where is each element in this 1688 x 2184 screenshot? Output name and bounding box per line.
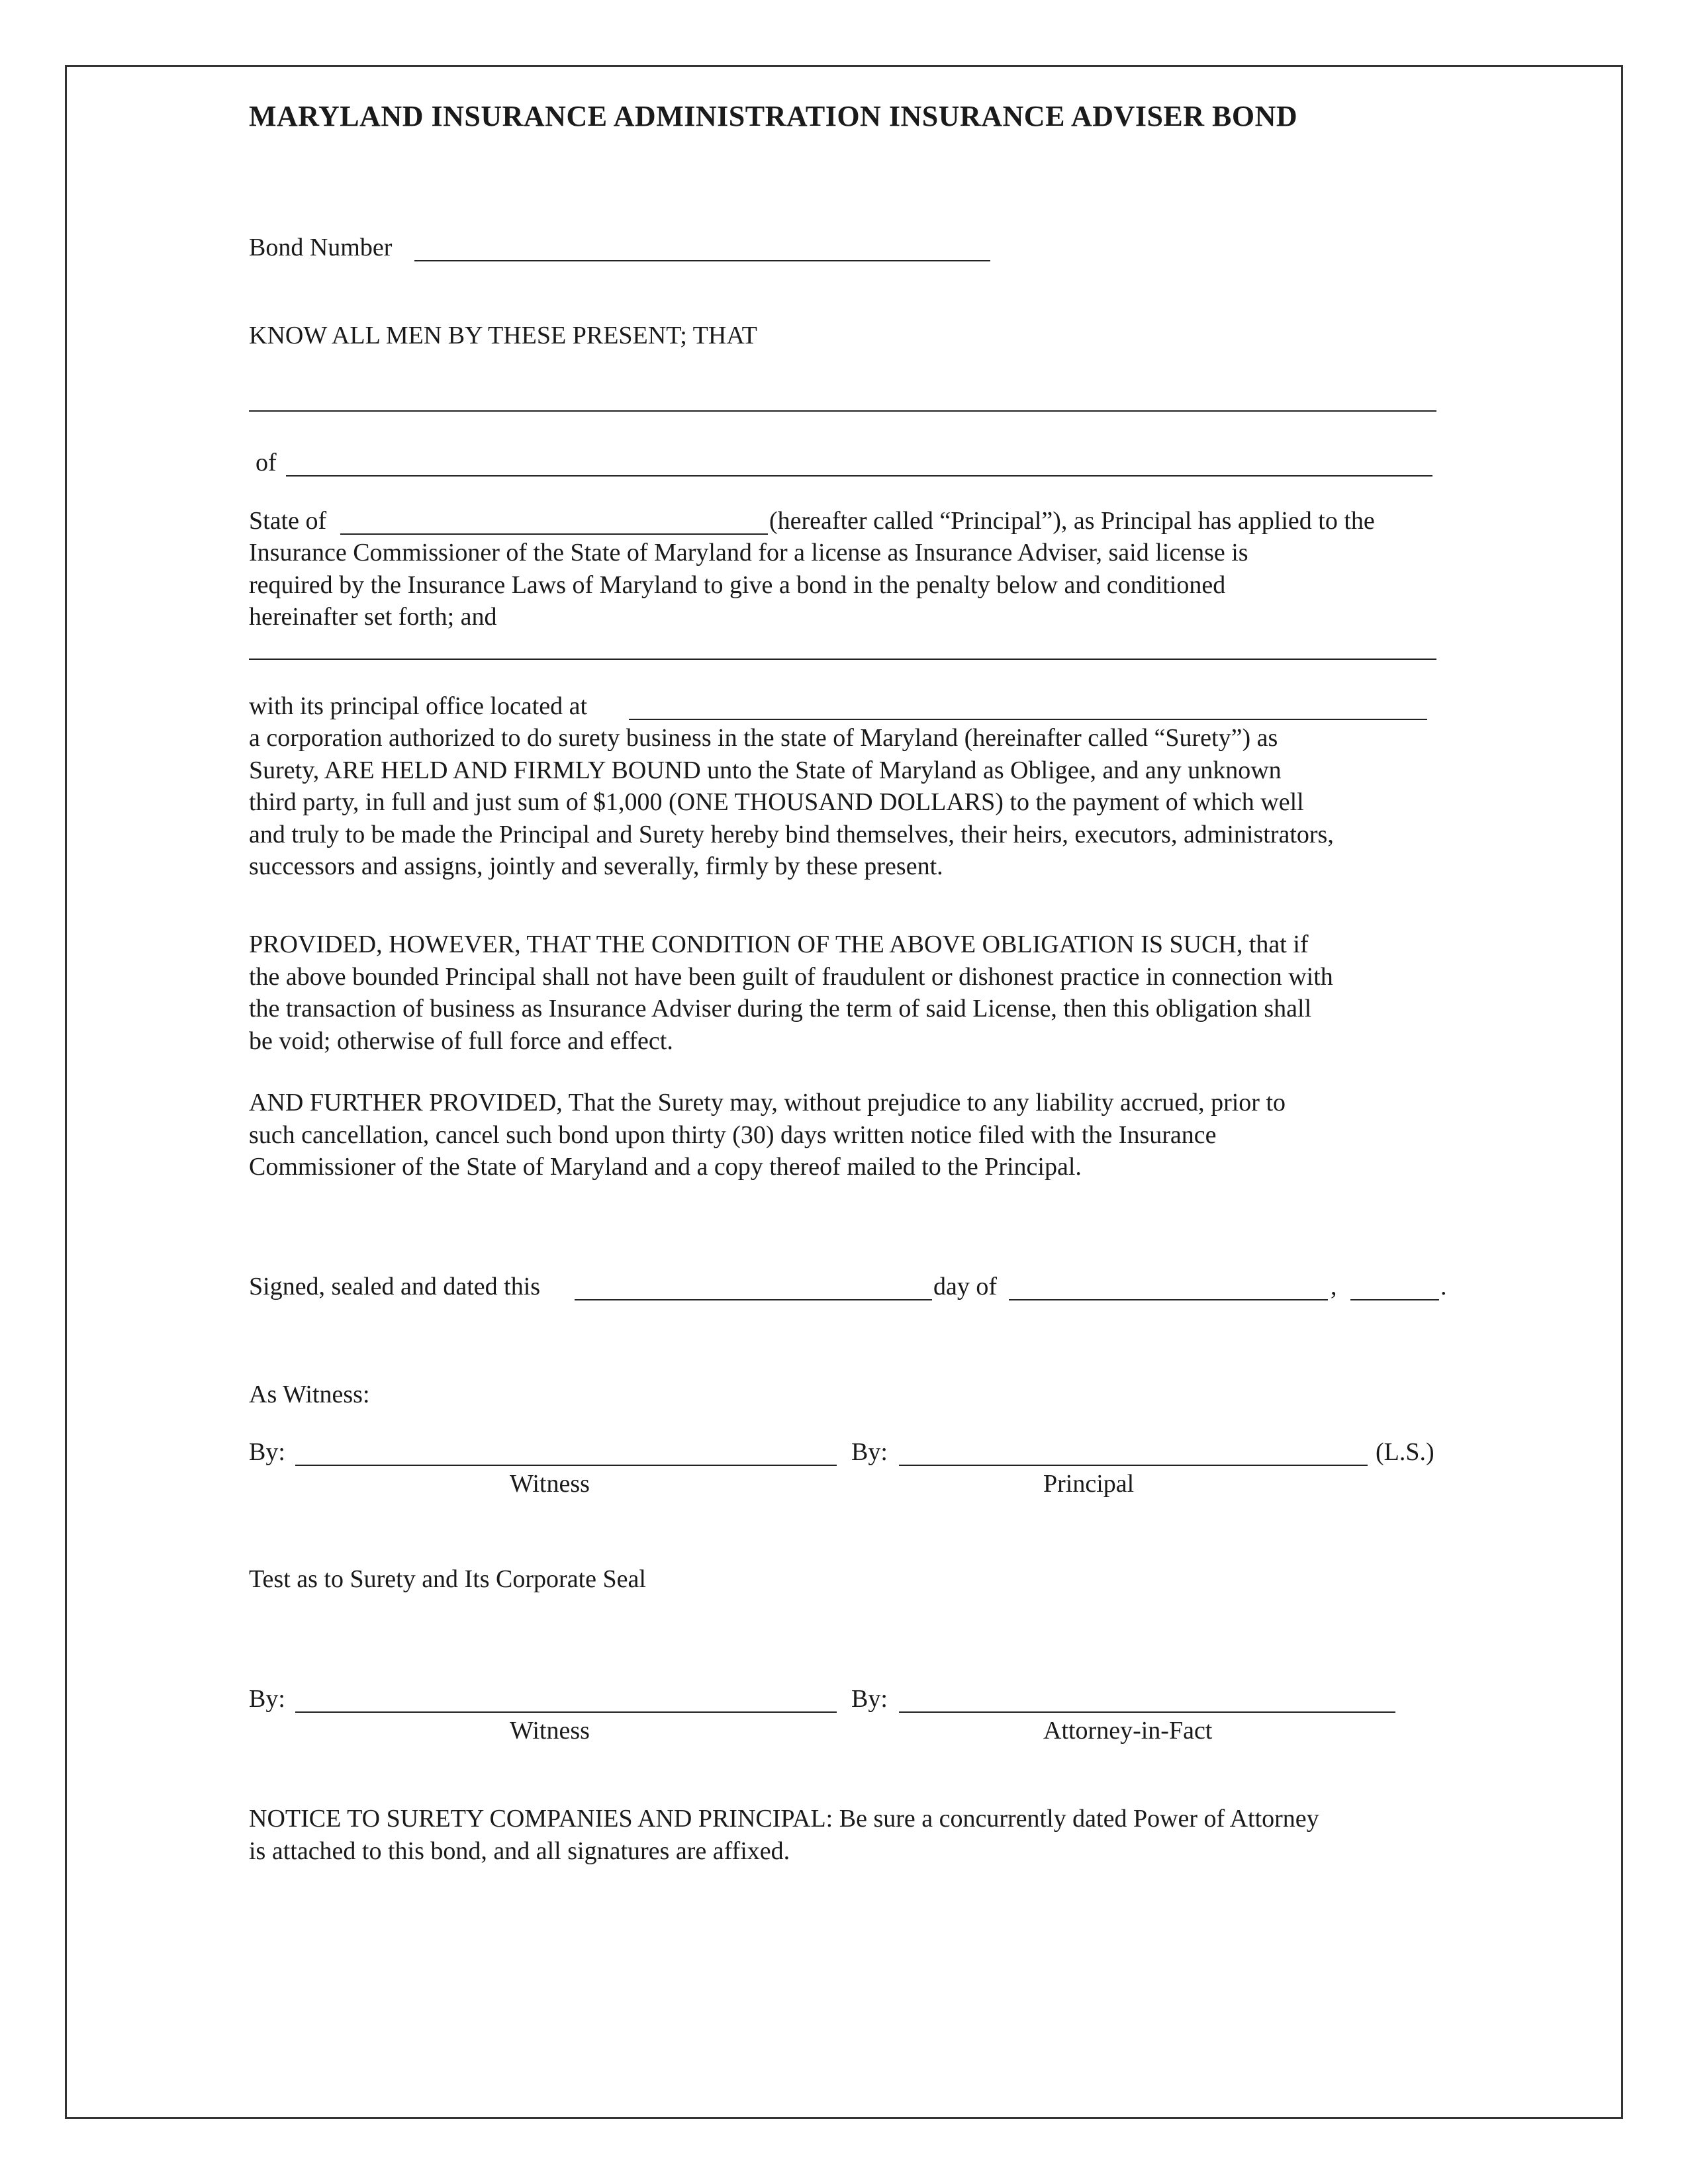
by-label-witness-2: By: bbox=[249, 1685, 285, 1713]
by-label-witness-1: By: bbox=[249, 1438, 285, 1466]
test-as-to-surety-label: Test as to Surety and Its Corporate Seal bbox=[249, 1565, 646, 1593]
of-label: of bbox=[256, 449, 277, 477]
provided-paragraph-line2: the above bounded Principal shall not have been guilt of fraudulent or dishonest practice in connection with bbox=[249, 962, 1333, 991]
principal-caption: Principal bbox=[1043, 1470, 1135, 1498]
principal-address-field[interactable] bbox=[286, 475, 1432, 477]
attorney-in-fact-caption: Attorney-in-Fact bbox=[1043, 1717, 1213, 1745]
principal-paragraph-line2: Insurance Commissioner of the State of Maryland for a license as Insurance Adviser, said license is bbox=[249, 539, 1248, 567]
attorney-signature-field[interactable] bbox=[899, 1711, 1395, 1713]
witness-signature-field-1[interactable] bbox=[295, 1465, 837, 1466]
day-of-label: day of bbox=[933, 1273, 998, 1300]
principal-signature-field[interactable] bbox=[899, 1465, 1368, 1466]
provided-paragraph-line3: the transaction of business as Insurance Adviser during the term of said License, then this obligation shall bbox=[249, 995, 1312, 1023]
witness-signature-field-2[interactable] bbox=[295, 1711, 837, 1713]
principal-name-field[interactable] bbox=[249, 410, 1436, 412]
surety-paragraph-line3: Surety, ARE HELD AND FIRMLY BOUND unto the State of Maryland as Obligee, and any unknown bbox=[249, 756, 1282, 784]
surety-paragraph-line4: third party, in full and just sum of $1,000 (ONE THOUSAND DOLLARS) to the payment of which well bbox=[249, 788, 1304, 816]
principal-paragraph-line3: required by the Insurance Laws of Maryland to give a bond in the penalty below and conditioned bbox=[249, 570, 1226, 599]
provided-paragraph-line1: PROVIDED, HOWEVER, THAT THE CONDITION OF THE ABOVE OBLIGATION IS SUCH, that if bbox=[249, 931, 1309, 958]
surety-paragraph-line6: successors and assigns, jointly and severally, firmly by these present. bbox=[249, 852, 943, 880]
provided-paragraph-line4: be void; otherwise of full force and effect. bbox=[249, 1026, 673, 1055]
witness-caption-1: Witness bbox=[510, 1470, 590, 1498]
notice-line2: is attached to this bond, and all signatures are affixed. bbox=[249, 1837, 790, 1865]
bond-number-field[interactable] bbox=[414, 260, 990, 261]
surety-paragraph-line1: with its principal office located at bbox=[249, 692, 588, 720]
further-provided-paragraph bbox=[249, 1087, 1286, 1183]
state-of-label: State of bbox=[249, 507, 327, 535]
state-field[interactable] bbox=[340, 533, 768, 535]
further-paragraph-line3: Commissioner of the State of Maryland and a copy thereof mailed to the Principal. bbox=[249, 1153, 1082, 1181]
ls-label: (L.S.) bbox=[1376, 1438, 1434, 1466]
provided-paragraph bbox=[249, 929, 1333, 1057]
signed-month-field[interactable] bbox=[1009, 1299, 1328, 1300]
signed-year-field[interactable] bbox=[1350, 1299, 1439, 1300]
further-paragraph-line1: AND FURTHER PROVIDED, That the Surety may, without prejudice to any liability accrued, prior to bbox=[249, 1089, 1286, 1116]
by-label-principal: By: bbox=[851, 1438, 888, 1466]
by-label-attorney: By: bbox=[851, 1685, 888, 1713]
signed-day-field[interactable] bbox=[575, 1299, 932, 1300]
surety-paragraph-line5: and truly to be made the Principal and Surety hereby bind themselves, their heirs, executors, administrators, bbox=[249, 820, 1334, 848]
notice-line1: NOTICE TO SURETY COMPANIES AND PRINCIPAL: Be sure a concurrently dated Power of Attorney bbox=[249, 1805, 1319, 1833]
surety-name-field[interactable] bbox=[249, 659, 1436, 660]
know-all-men-text: KNOW ALL MEN BY THESE PRESENT; THAT bbox=[249, 322, 757, 349]
surety-paragraph-line2: a corporation authorized to do surety business in the state of Maryland (hereinafter called “Surety”) as bbox=[249, 724, 1278, 752]
document-title: MARYLAND INSURANCE ADMINISTRATION INSURANCE ADVISER BOND bbox=[249, 100, 1298, 132]
notice-paragraph bbox=[249, 1803, 1319, 1867]
bond-number-label: Bond Number bbox=[249, 234, 393, 261]
further-paragraph-line2: such cancellation, cancel such bond upon thirty (30) days written notice filed with the Insurance bbox=[249, 1120, 1217, 1149]
signed-comma: , bbox=[1331, 1273, 1337, 1300]
signed-period: . bbox=[1440, 1273, 1447, 1300]
signed-dated-label: Signed, sealed and dated this bbox=[249, 1273, 541, 1300]
witness-caption-2: Witness bbox=[510, 1717, 590, 1745]
principal-paragraph-line1: (hereafter called “Principal”), as Principal has applied to the bbox=[769, 507, 1375, 535]
principal-paragraph bbox=[249, 537, 1248, 633]
as-witness-label: As Witness: bbox=[249, 1381, 370, 1408]
surety-office-field[interactable] bbox=[629, 719, 1427, 720]
principal-paragraph-line4: hereinafter set forth; and bbox=[249, 603, 497, 631]
surety-paragraph bbox=[249, 722, 1334, 883]
